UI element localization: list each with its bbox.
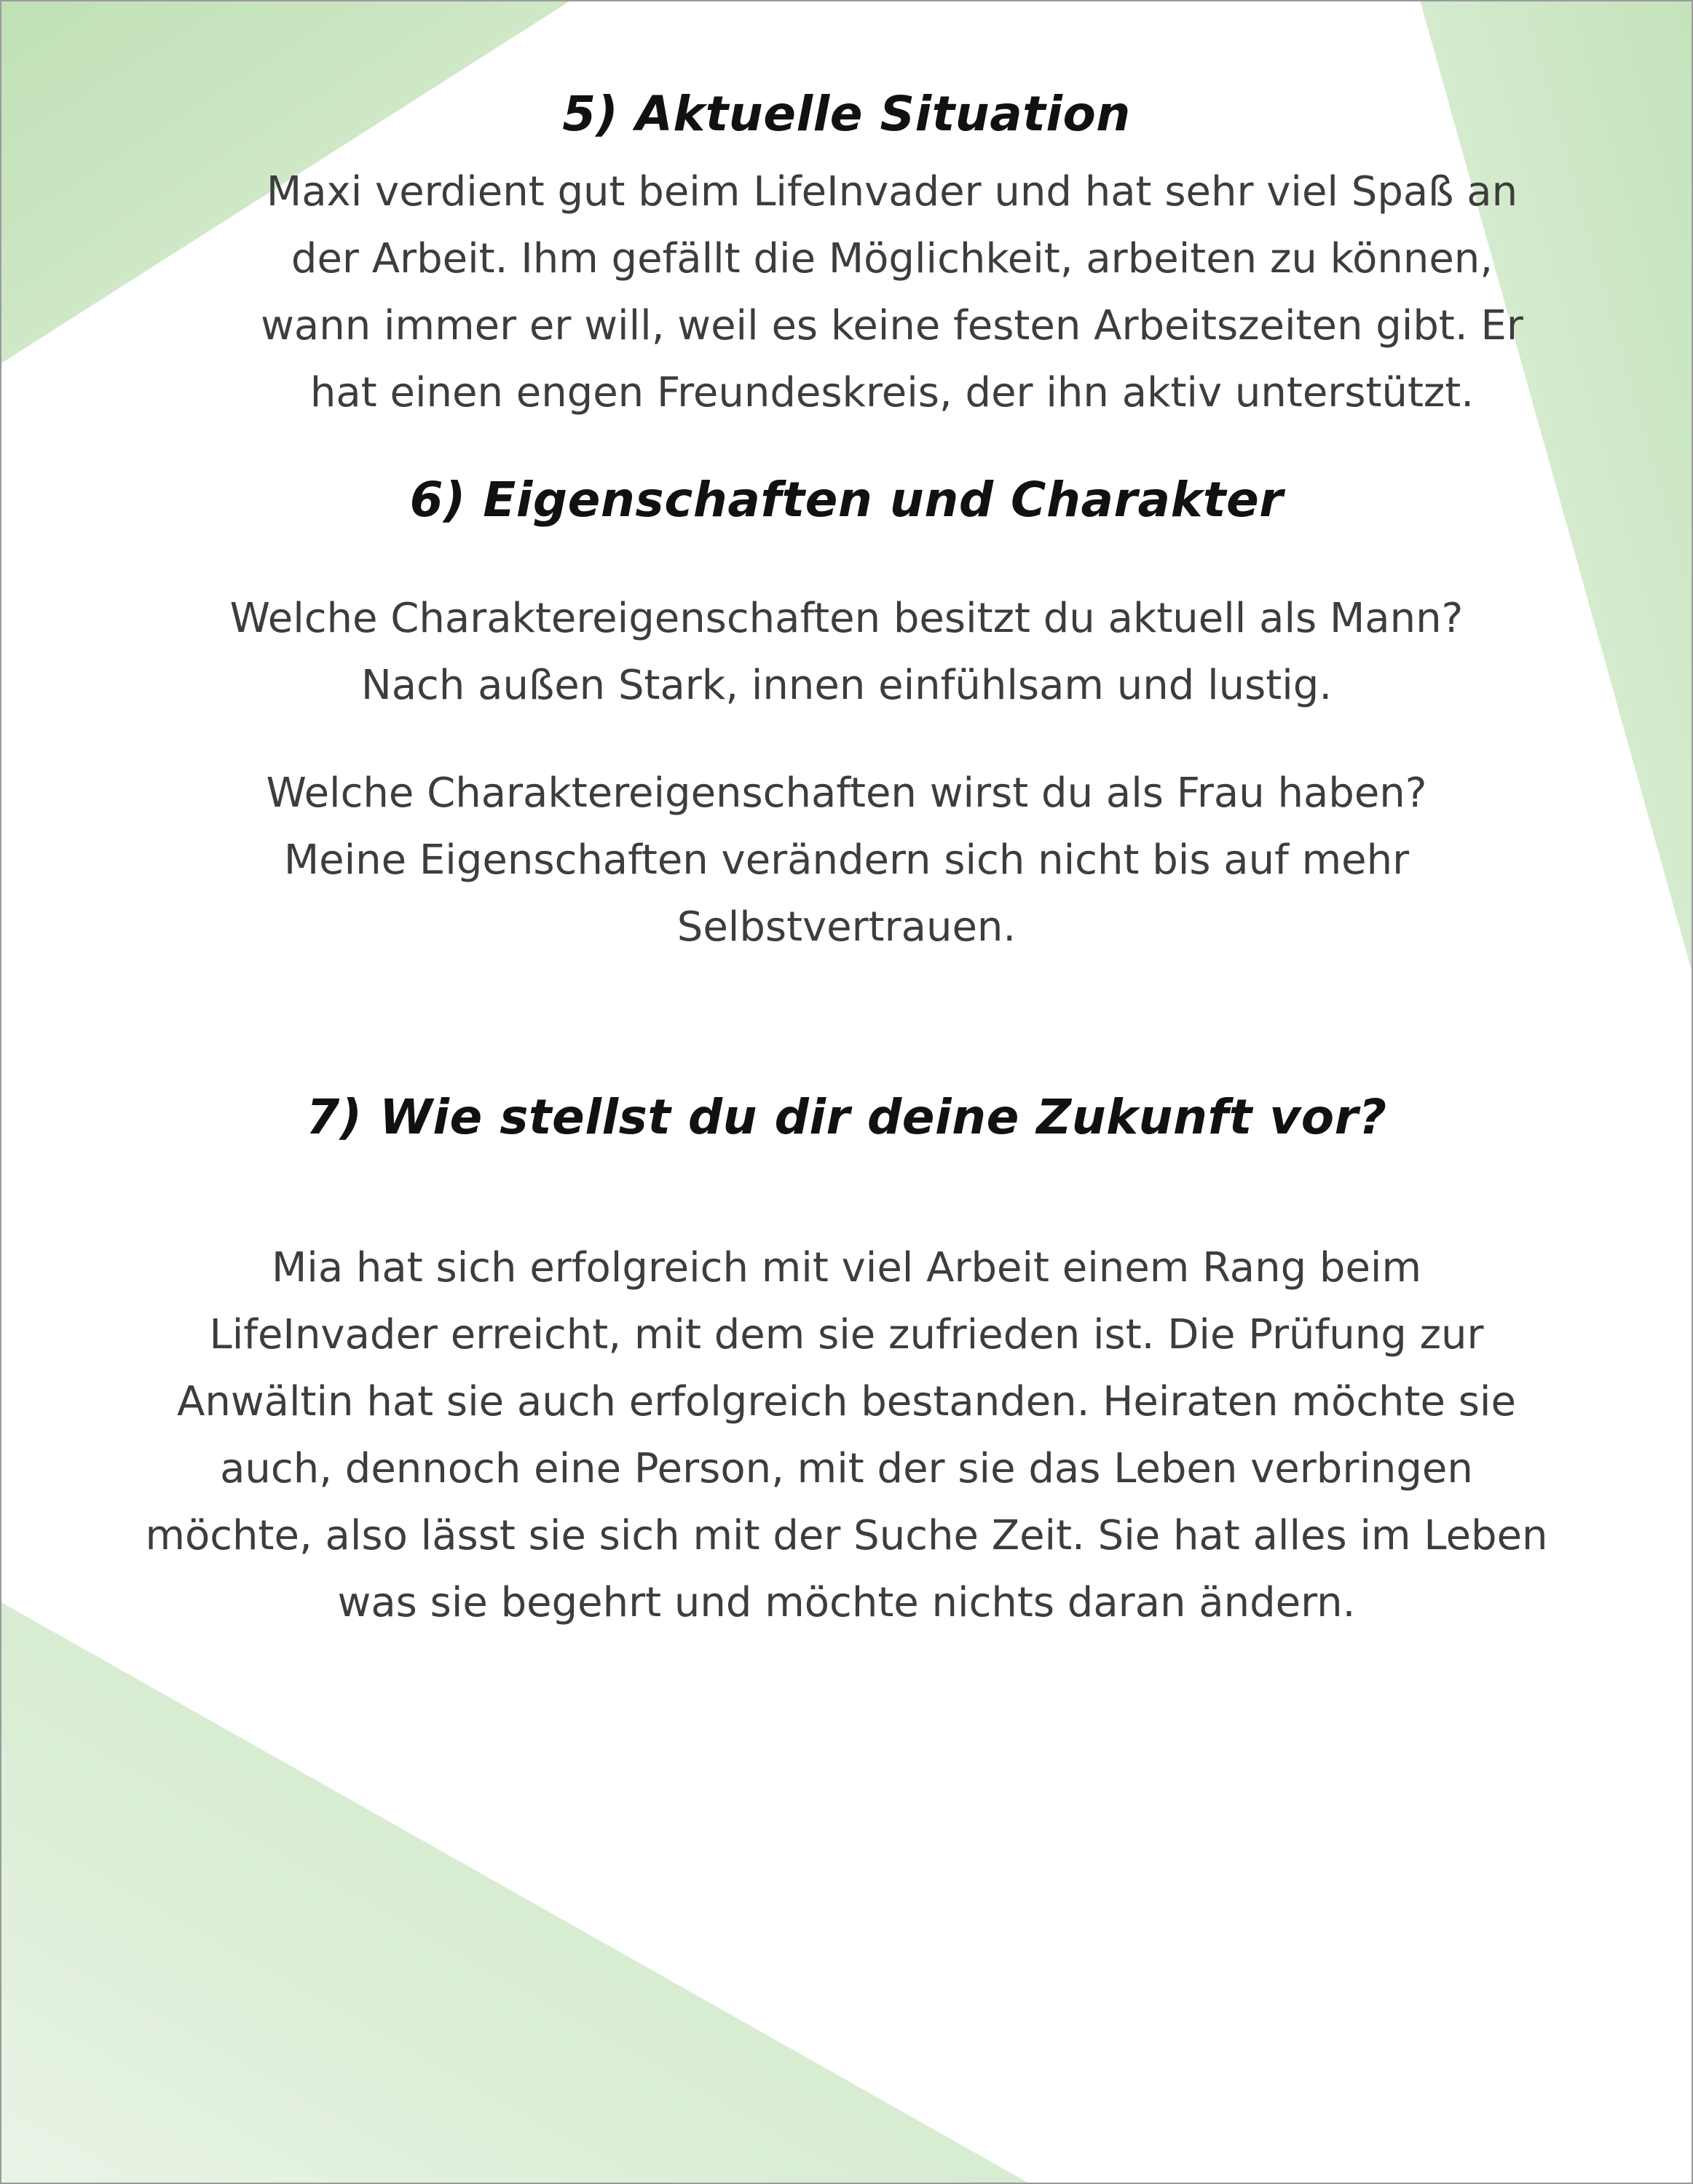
section6-question1 <box>0 585 1693 719</box>
section7-paragraph <box>0 1235 1693 1637</box>
section6-title: 6) Eigenschaften und Charakter <box>409 472 1284 528</box>
section6-question2-line: Meine Eigenschaften verändern sich nicht bis auf mehr <box>283 836 1410 884</box>
section6-question1-line: Nach außen Stark, innen einfühlsam und lustig. <box>360 662 1333 709</box>
section7-line: möchte, also lässt sie sich mit der Suche Zeit. Sie hat alles im Leben <box>145 1512 1548 1559</box>
section6-question2 <box>0 760 1693 961</box>
section5-line: Maxi verdient gut beim LifeInvader und hat sehr viel Spaß an <box>266 168 1518 215</box>
section7-line: Mia hat sich erfolgreich mit viel Arbeit einem Rang beim <box>271 1244 1422 1291</box>
section7-line: Anwältin hat sie auch erfolgreich bestanden. Heiraten möchte sie <box>177 1378 1516 1425</box>
section6-question1-line: Welche Charaktereigenschaften besitzt du aktuell als Mann? <box>229 595 1464 642</box>
section5-line: hat einen engen Freundeskreis, der ihn aktiv unterstützt. <box>309 369 1475 416</box>
section5-line: wann immer er will, weil es keine festen Arbeitszeiten gibt. Er <box>261 302 1523 349</box>
section7-line: was sie begehrt und möchte nichts daran ändern. <box>337 1579 1356 1626</box>
section7-title: 7) Wie stellst du dir deine Zukunft vor? <box>306 1089 1387 1145</box>
section5-line: der Arbeit. Ihm gefällt die Möglichkeit, arbeiten zu können, <box>291 235 1493 282</box>
section5-paragraph <box>146 159 1638 427</box>
section5-title: 5) Aktuelle Situation <box>562 86 1131 142</box>
section6-question2-line: Welche Charaktereigenschaften wirst du als Frau haben? <box>266 769 1427 817</box>
section7-line: auch, dennoch eine Person, mit der sie das Leben verbringen <box>220 1445 1473 1492</box>
section6-question2-line: Selbstvertrauen. <box>676 903 1017 951</box>
section7-line: LifeInvader erreicht, mit dem sie zufrieden ist. Die Prüfung zur <box>209 1311 1484 1358</box>
